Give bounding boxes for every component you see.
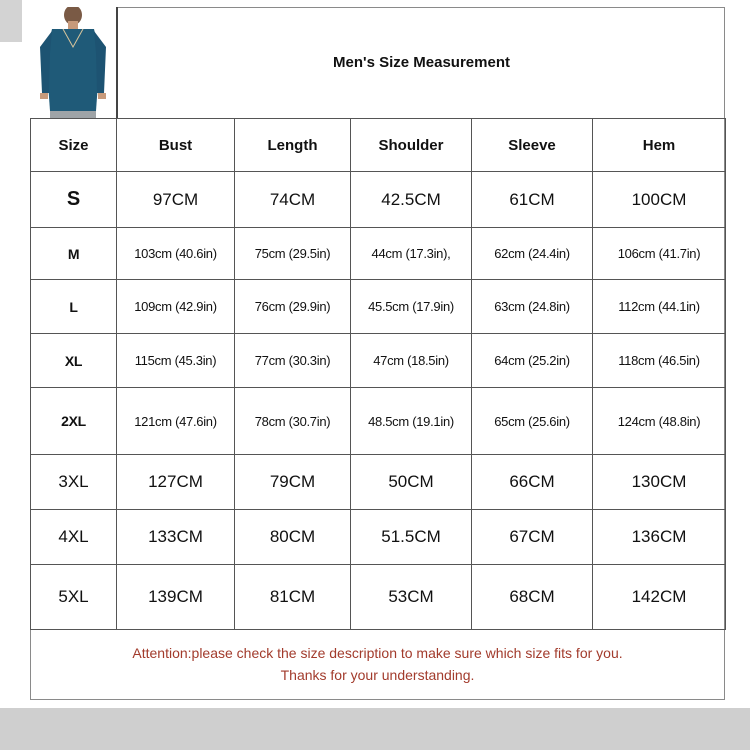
shirt-model-icon [30, 7, 116, 118]
corner-gray-block [0, 0, 22, 42]
bust-cell: 103cm (40.6in) [117, 228, 235, 280]
bust-cell: 133CM [117, 510, 235, 565]
table-row [31, 280, 726, 334]
table-row [31, 510, 726, 565]
chart-title: Men's Size Measurement [333, 54, 510, 71]
column-header: Length [235, 119, 351, 172]
sleeve-cell: 62cm (24.4in) [472, 228, 593, 280]
bust-cell: 139CM [117, 565, 235, 630]
length-cell: 74CM [235, 172, 351, 228]
thanks-line: Thanks for your understanding. [280, 667, 475, 683]
bust-cell: 127CM [117, 455, 235, 510]
hem-cell: 118cm (46.5in) [593, 334, 726, 388]
attention-line: Attention:please check the size description to make sure which size fits for you. [132, 645, 623, 661]
bust-cell: 109cm (42.9in) [117, 280, 235, 334]
shoulder-cell: 48.5cm (19.1in) [351, 388, 472, 455]
hem-cell: 142CM [593, 565, 726, 630]
hem-cell: 124cm (48.8in) [593, 388, 726, 455]
length-cell: 79CM [235, 455, 351, 510]
bust-cell: 115cm (45.3in) [117, 334, 235, 388]
length-cell: 75cm (29.5in) [235, 228, 351, 280]
hem-cell: 112cm (44.1in) [593, 280, 726, 334]
length-cell: 76cm (29.9in) [235, 280, 351, 334]
hem-cell: 136CM [593, 510, 726, 565]
sleeve-cell: 61CM [472, 172, 593, 228]
bottom-gray-band [0, 708, 750, 750]
size-cell: 5XL [31, 565, 117, 630]
length-cell: 77cm (30.3in) [235, 334, 351, 388]
size-cell: M [31, 228, 117, 280]
bust-cell: 97CM [117, 172, 235, 228]
shoulder-cell: 51.5CM [351, 510, 472, 565]
table-row [31, 565, 726, 630]
sleeve-cell: 65cm (25.6in) [472, 388, 593, 455]
chart-header [30, 7, 725, 119]
shoulder-cell: 47cm (18.5in) [351, 334, 472, 388]
column-header: Sleeve [472, 119, 593, 172]
column-header: Hem [593, 119, 726, 172]
hem-cell: 106cm (41.7in) [593, 228, 726, 280]
table-row [31, 334, 726, 388]
sleeve-cell: 67CM [472, 510, 593, 565]
table-row [31, 228, 726, 280]
product-photo [30, 7, 118, 118]
size-cell: 3XL [31, 455, 117, 510]
shoulder-cell: 44cm (17.3in), [351, 228, 472, 280]
sleeve-cell: 63cm (24.8in) [472, 280, 593, 334]
size-cell: XL [31, 334, 117, 388]
size-cell: 4XL [31, 510, 117, 565]
length-cell: 80CM [235, 510, 351, 565]
sleeve-cell: 64cm (25.2in) [472, 334, 593, 388]
column-header: Shoulder [351, 119, 472, 172]
shoulder-cell: 50CM [351, 455, 472, 510]
column-header: Bust [117, 119, 235, 172]
size-cell: L [31, 280, 117, 334]
hem-cell: 130CM [593, 455, 726, 510]
size-cell: S [31, 172, 117, 228]
column-header: Size [31, 119, 117, 172]
length-cell: 78cm (30.7in) [235, 388, 351, 455]
table-row [31, 172, 726, 228]
length-cell: 81CM [235, 565, 351, 630]
sleeve-cell: 68CM [472, 565, 593, 630]
hem-cell: 100CM [593, 172, 726, 228]
table-row [31, 455, 726, 510]
shoulder-cell: 45.5cm (17.9in) [351, 280, 472, 334]
size-table [30, 118, 726, 630]
table-header-row [31, 119, 726, 172]
shoulder-cell: 42.5CM [351, 172, 472, 228]
shoulder-cell: 53CM [351, 565, 472, 630]
sleeve-cell: 66CM [472, 455, 593, 510]
size-cell: 2XL [31, 388, 117, 455]
bust-cell: 121cm (47.6in) [117, 388, 235, 455]
table-row [31, 388, 726, 455]
attention-note [30, 628, 725, 700]
